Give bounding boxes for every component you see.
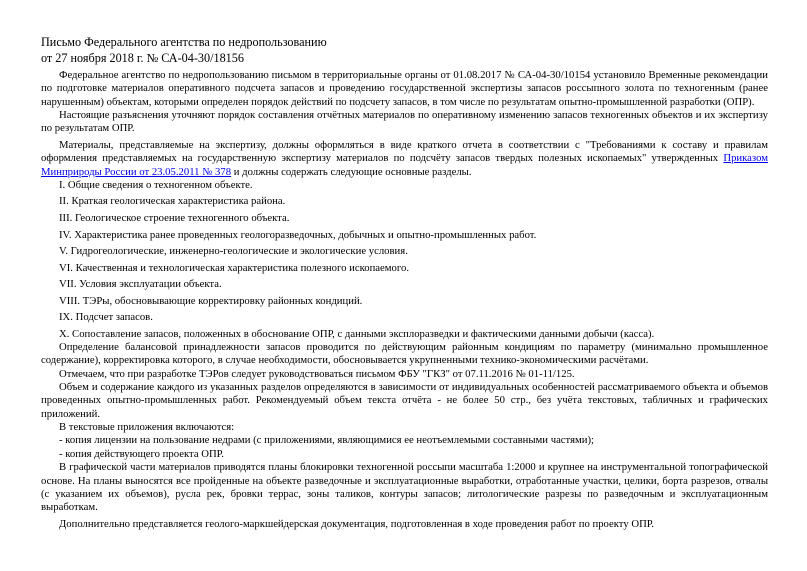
order-378-link[interactable]: Приказом Минприроды России от 23.05.2011 № 378 [41, 152, 768, 178]
document-title [41, 35, 327, 66]
paragraph: Настоящие разъяснения уточняют порядок составления отчётных материалов по оперативному изменению запасов техногенных объектов и их экспертизу по результатам ОПР. [41, 109, 768, 135]
paragraph: Определение балансовой принадлежности запасов проводится по действующим районным кондициям по параметру (минимально промышленное содержание), корректировка которого, в случае необходимости, обосновывается укрупненными технико-экономическими расчётами. [41, 341, 768, 367]
list-item: IX. Подсчет запасов. [59, 311, 153, 324]
paragraph: Объем и содержание каждого из указанных разделов определяются в зависимости от индивидуальных особенностей рассматриваемого объекта и объемов проведенных опытно-промышленных работ. Рекомендуемый объем текста отчёта - не более 50 стр., без учёта текстовых, табличных и графических приложений. [41, 381, 768, 420]
paragraph-text: и должны содержать следующие основные разделы. [231, 165, 472, 178]
paragraph: Федеральное агентство по недропользованию письмом в территориальные органы от 01.08.2017 № СА-04-30/10154 установило Временные рекомендации по подготовке материалов оперативного подсчета запасов и проведению государственной экспертизы запасов россыпного золота по техногенным (ранее нарушенным) объектам, которыми определен порядок действий по подсчету запасов, в том числе по результатам опытно-промышленной разработки (ОПР). [41, 69, 768, 108]
list-item: IV. Характеристика ранее проведенных геологоразведочных, добычных и опытно-промышленных работ. [59, 228, 537, 241]
title-line-2: от 27 ноября 2018 г. № СА-04-30/18156 [41, 50, 244, 65]
list-item: VIII. ТЭРы, обосновывающие корректировку районных кондиций. [59, 294, 363, 307]
paragraph: В текстовые приложения включаются: [59, 421, 235, 434]
paragraph-text: Материалы, представляемые на экспертизу, должны оформляться в виде краткого отчета в соответствии с "Требованиями к составу и правилам оформления представляемых на государственную экспертизу материалов по подсчёту запасов твердых полезных ископаемых" утвержденных [41, 138, 768, 165]
paragraph: Отмечаем, что при разработке ТЭРов следует руководствоваться письмом ФБУ "ГКЗ" от 07.11.2016 № 01-11/125. [59, 367, 575, 380]
paragraph-with-link [41, 139, 768, 179]
list-item: VI. Качественная и технологическая характеристика полезного ископаемого. [59, 261, 410, 274]
list-item: V. Гидрогеологические, инженерно-геологические и экологические условия. [59, 245, 408, 258]
paragraph: - копия действующего проекта ОПР. [59, 447, 224, 460]
list-item: III. Геологическое строение техногенного объекта. [59, 212, 290, 224]
list-item: II. Краткая геологическая характеристика района. [59, 195, 286, 208]
paragraph: В графической части материалов приводятся планы блокировки техногенной россыпи масштаба 1:2000 и крупнее на инструментальной топографической основе. На планы выносятся все пройденные на объекте разведочные и эксплуатационные выработки, отработанные участки, целики, борта разрезов, отвалы (с указанием их объемов), русла рек, бровки террас, зоны таликов, контуры запасов; литологические разрезы по разведочным и эксплуатационным выработкам. [41, 461, 768, 514]
paragraph: - копия лицензии на пользование недрами (с приложениями, являющимися ее неотъемлемыми составными частями); [59, 434, 595, 447]
list-item: I. Общие сведения о техногенном объекте. [59, 178, 253, 191]
title-line-1: Письмо Федерального агентства по недропользованию [41, 35, 327, 49]
list-item: VII. Условия эксплуатации объекта. [59, 278, 222, 291]
document-body [41, 69, 768, 531]
list-item: X. Сопоставление запасов, положенных в обоснование ОПР, с данными эксплоразведки и фактическими данными добычи (касса). [59, 327, 655, 340]
paragraph: Дополнительно представляется геолого-маркшейдерская документация, подготовленная в ходе проведения работ по проекту ОПР. [59, 517, 655, 530]
